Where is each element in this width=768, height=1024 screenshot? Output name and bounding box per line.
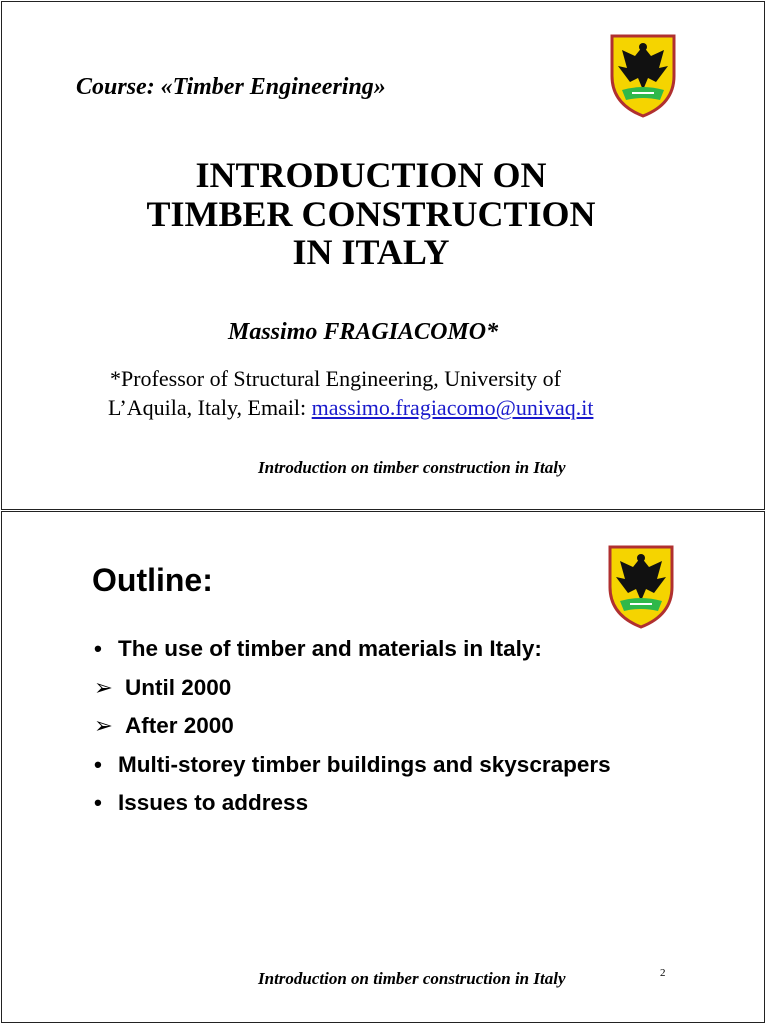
page-number: 2: [660, 967, 666, 979]
title-line: TIMBER CONSTRUCTION: [146, 193, 596, 234]
course-title: Course: «Timber Engineering»: [76, 74, 386, 100]
title-line: IN ITALY: [292, 232, 450, 272]
affiliation-prefix: L’Aquila, Italy, Email:: [108, 395, 312, 420]
email-link[interactable]: massimo.fragiacomo@univaq.it: [311, 395, 594, 420]
slide-2: [1, 511, 765, 1023]
title-line: INTRODUCTION ON: [195, 155, 547, 195]
arrow-bullet-icon: ➢: [94, 713, 113, 738]
arrow-bullet-icon: ➢: [94, 674, 113, 700]
university-crest-icon: [608, 32, 678, 118]
list-item-text: Multi-storey timber buildings and skyscrapers: [118, 751, 611, 777]
slide-title: [2, 156, 740, 272]
slide-1: [1, 1, 765, 510]
affiliation-line-email: [108, 395, 593, 421]
list-item-text: After 2000: [125, 713, 234, 738]
slide-footer: Introduction on timber construction in Italy: [258, 458, 566, 477]
bullet-icon: •: [94, 636, 102, 661]
list-item-text: Issues to address: [118, 790, 309, 815]
university-crest-icon: [606, 543, 676, 629]
slide-footer: Introduction on timber construction in Italy: [258, 969, 566, 988]
outline-heading: Outline:: [92, 562, 213, 598]
bullet-icon: •: [94, 751, 102, 777]
author-name: Massimo FRAGIACOMO*: [228, 319, 499, 345]
list-item-text: Until 2000: [125, 674, 232, 700]
affiliation-line: *Professor of Structural Engineering, University of: [110, 366, 561, 391]
bullet-icon: •: [94, 790, 102, 815]
list-item-text: The use of timber and materials in Italy:: [118, 636, 542, 661]
